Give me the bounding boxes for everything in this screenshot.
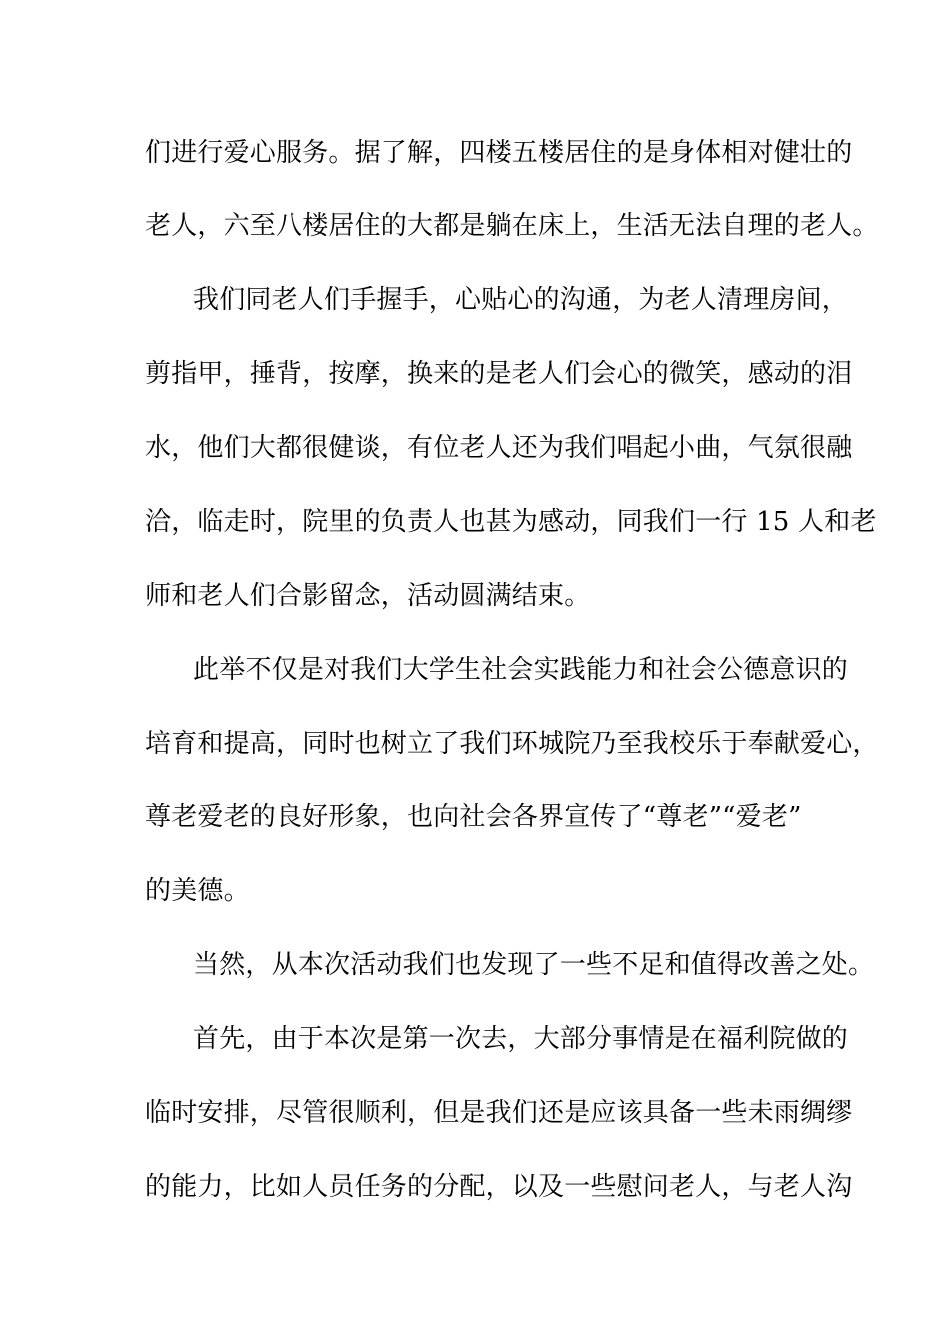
paragraph-start-line: 首先，由于本次是第一次去，大部分事情是在福利院做的 [193,1024,849,1054]
text-line: 的能力，比如人员任务的分配，以及一些慰问老人，与老人沟 [145,1172,853,1202]
text-line: 临时安排，尽管很顺利，但是我们还是应该具备一些未雨绸缪 [145,1098,853,1128]
text-line: 老人，六至八楼居住的大都是躺在床上，生活无法自理的老人。 [145,211,879,241]
text-line: 洽，临走时，院里的负责人也甚为感动，同我们一行 15 人和老 [145,507,877,537]
paragraph-start-line: 此举不仅是对我们大学生社会实践能力和社会公德意识的 [193,655,849,685]
text-line: 的美德。 [145,876,250,906]
text-line: 们进行爱心服务。据了解，四楼五楼居住的是身体相对健壮的 [145,138,853,168]
text-line: 培育和提高，同时也树立了我们环城院乃至我校乐于奉献爱心， [145,729,879,759]
text-line: 剪指甲，捶背，按摩，换来的是老人们会心的微笑，感动的泪 [145,359,853,389]
paragraph-start-line: 当然，从本次活动我们也发现了一些不足和值得改善之处。 [193,950,875,980]
text-line: 尊老爱老的良好形象，也向社会各界宣传了“尊老”“爱老” [145,802,802,832]
paragraph-start-line: 我们同老人们手握手，心贴心的沟通，为老人清理房间， [193,285,849,315]
text-line: 水，他们大都很健谈，有位老人还为我们唱起小曲，气氛很融 [145,433,853,463]
text-line: 师和老人们合影留念，活动圆满结束。 [145,581,591,611]
